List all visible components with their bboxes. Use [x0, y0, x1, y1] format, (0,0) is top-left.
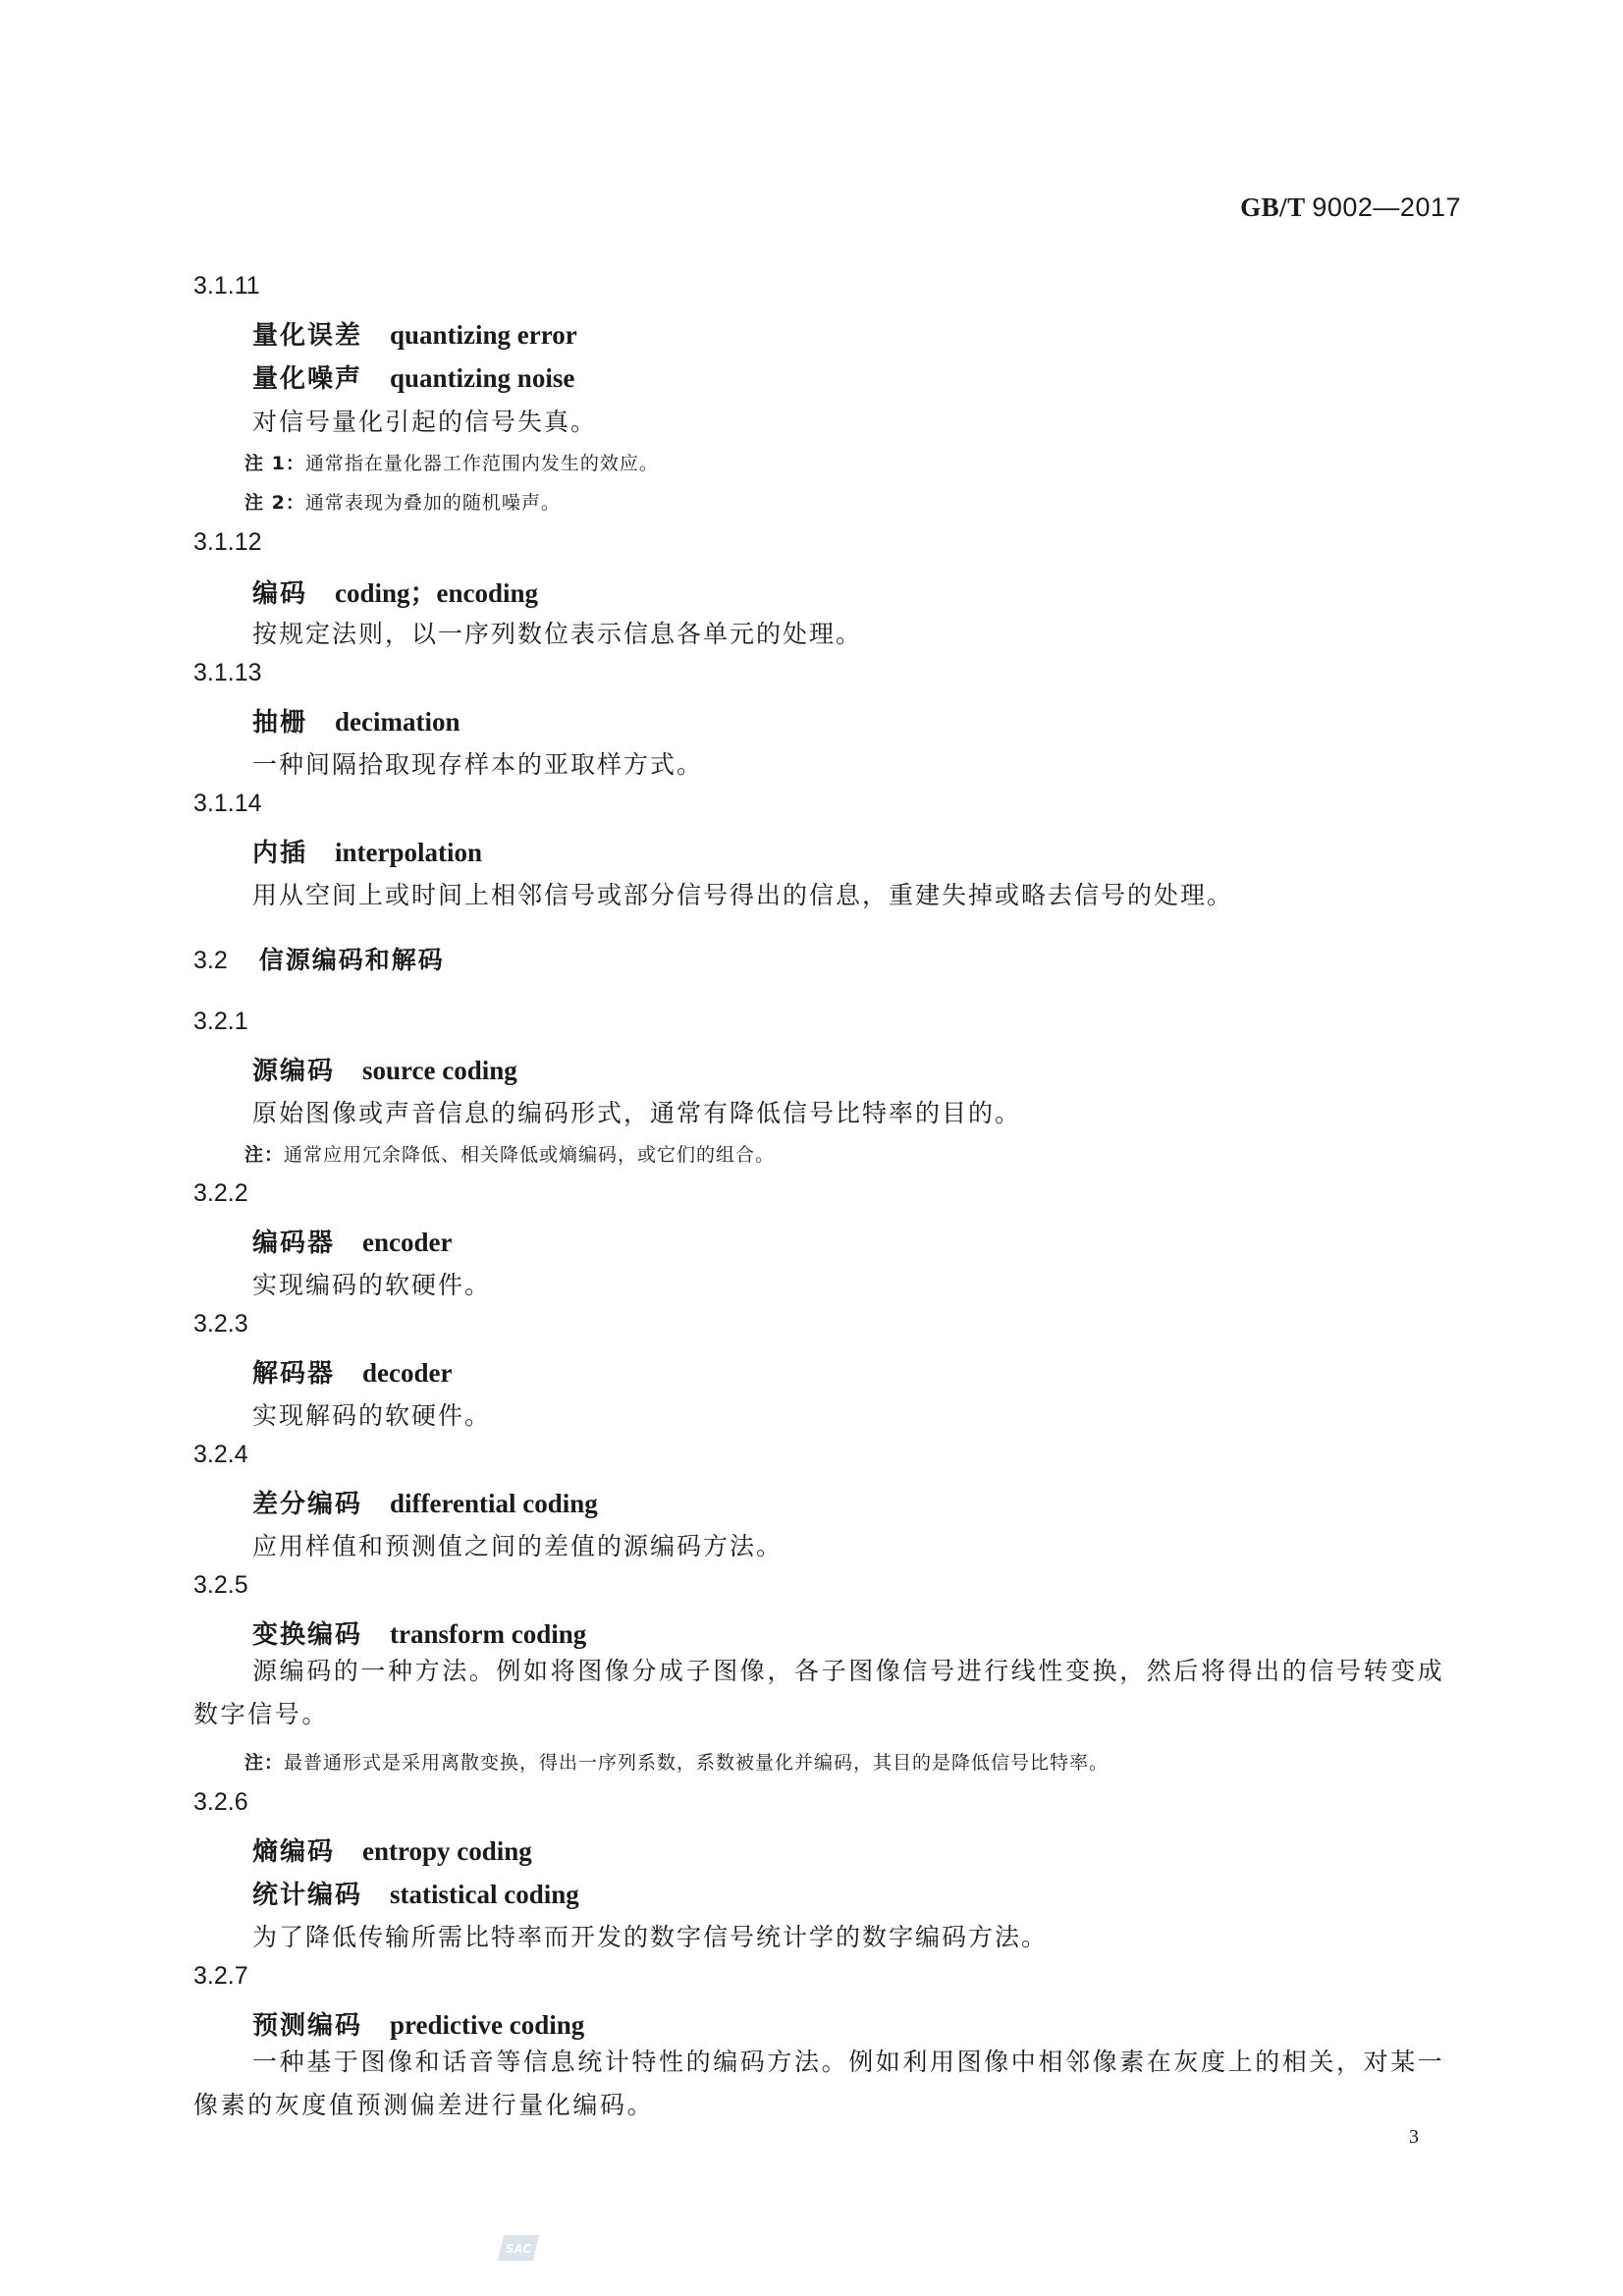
clause-number: 3.1.14 [193, 790, 262, 817]
definition: 按规定法则，以一序列数位表示信息各单元的处理。 [252, 620, 863, 648]
term-en: quantizing noise [390, 363, 575, 393]
note-text: 最普通形式是采用离散变换，得出一序列系数，系数被量化并编码，其目的是降低信号比特率。 [284, 1752, 1109, 1774]
term-en: coding；encoding [335, 578, 539, 608]
term-zh: 内插 [252, 839, 308, 868]
definition: 源编码的一种方法。例如将图像分成子图像，各子图像信号进行线性变换，然后将得出的信号转变成数字信号。 [193, 1657, 1445, 1728]
term-en: source coding [362, 1056, 517, 1085]
term-line [252, 358, 574, 395]
term-line [252, 1223, 452, 1259]
definition: 一种间隔拾取现存样本的亚取样方式。 [252, 750, 704, 779]
standard-code: GB/T [1240, 192, 1306, 222]
note [244, 1140, 775, 1167]
term-zh: 源编码 [252, 1057, 336, 1086]
term-line [252, 1051, 517, 1087]
clause-number: 3.1.11 [193, 272, 260, 300]
note-label: 注： [244, 1144, 285, 1166]
term-zh: 量化误差 [252, 321, 363, 351]
section-number: 3.2 [193, 947, 228, 974]
term-line [252, 1484, 598, 1520]
clause-number: 3.1.13 [193, 659, 262, 686]
clause-number: 3.2.5 [193, 1571, 248, 1599]
note-text: 通常指在量化器工作范围内发生的效应。 [304, 453, 659, 474]
note-label: 注： [244, 1752, 285, 1774]
definition: 对信号量化引起的信号失真。 [252, 408, 598, 436]
term-zh: 熵编码 [252, 1837, 336, 1867]
clause-number: 3.2.6 [193, 1788, 248, 1816]
standard-header [1240, 192, 1461, 223]
note [244, 449, 659, 475]
term-en: decoder [362, 1358, 453, 1388]
section-heading [193, 941, 445, 976]
note [244, 1748, 1109, 1775]
term-line [252, 702, 460, 738]
clause-number: 3.2.3 [193, 1310, 248, 1338]
standard-number: 9002—2017 [1312, 192, 1461, 222]
definition: 原始图像或声音信息的编码形式，通常有降低信号比特率的目的。 [252, 1099, 1022, 1127]
term-en: transform coding [390, 1619, 587, 1649]
term-en: predictive coding [390, 2010, 585, 2040]
clause-number: 3.2.4 [193, 1441, 248, 1468]
term-en: decimation [335, 707, 460, 737]
sac-watermark-logo [496, 2231, 541, 2265]
term-en: entropy coding [362, 1836, 532, 1866]
note [244, 488, 561, 515]
term-en: statistical coding [390, 1880, 579, 1909]
term-en: quantizing error [390, 320, 577, 350]
term-line [252, 315, 577, 352]
term-en: interpolation [335, 838, 483, 867]
term-zh: 抽栅 [252, 708, 308, 738]
note-label: 注 1： [244, 453, 305, 474]
clause-number: 3.2.1 [193, 1008, 248, 1035]
note-label: 注 2： [244, 492, 305, 514]
term-line [252, 1353, 452, 1390]
term-line [252, 1875, 579, 1911]
definition: 一种基于图像和话音等信息统计特性的编码方法。例如利用图像中相邻像素在灰度上的相关，对某一像素的灰度值预测偏差进行量化编码。 [193, 2048, 1445, 2119]
section-title: 信源编码和解码 [258, 946, 445, 974]
term-zh: 编码 [252, 579, 308, 609]
clause-number: 3.1.12 [193, 528, 262, 556]
term-en: differential coding [390, 1489, 598, 1518]
definition: 应用样值和预测值之间的差值的源编码方法。 [252, 1532, 784, 1560]
term-zh: 差分编码 [252, 1490, 363, 1519]
clause-number: 3.2.2 [193, 1179, 248, 1207]
term-line [252, 572, 538, 610]
page-number: 3 [1409, 2126, 1419, 2148]
term-line [252, 2005, 584, 2042]
note-text: 通常应用冗余降低、相关降低或熵编码，或它们的组合。 [284, 1144, 776, 1166]
definition: 实现解码的软硬件。 [252, 1401, 492, 1430]
term-line [252, 1831, 532, 1868]
term-zh: 解码器 [252, 1359, 336, 1389]
term-en: encoder [362, 1228, 453, 1257]
watermark-text: SAC [505, 2242, 532, 2256]
term-line [252, 1614, 586, 1651]
definition: 实现编码的软硬件。 [252, 1271, 492, 1299]
clause-number: 3.2.7 [193, 1962, 248, 1990]
definition: 为了降低传输所需比特率而开发的数字信号统计学的数字编码方法。 [252, 1923, 1049, 1951]
term-zh: 统计编码 [252, 1881, 363, 1910]
term-zh: 预测编码 [252, 2011, 363, 2041]
term-zh: 变换编码 [252, 1620, 363, 1650]
term-zh: 编码器 [252, 1229, 336, 1258]
term-line [252, 833, 482, 869]
definition: 用从空间上或时间上相邻信号或部分信号得出的信息，重建失掉或略去信号的处理。 [252, 881, 1234, 909]
term-zh: 量化噪声 [252, 364, 363, 394]
note-text: 通常表现为叠加的随机噪声。 [304, 492, 561, 514]
